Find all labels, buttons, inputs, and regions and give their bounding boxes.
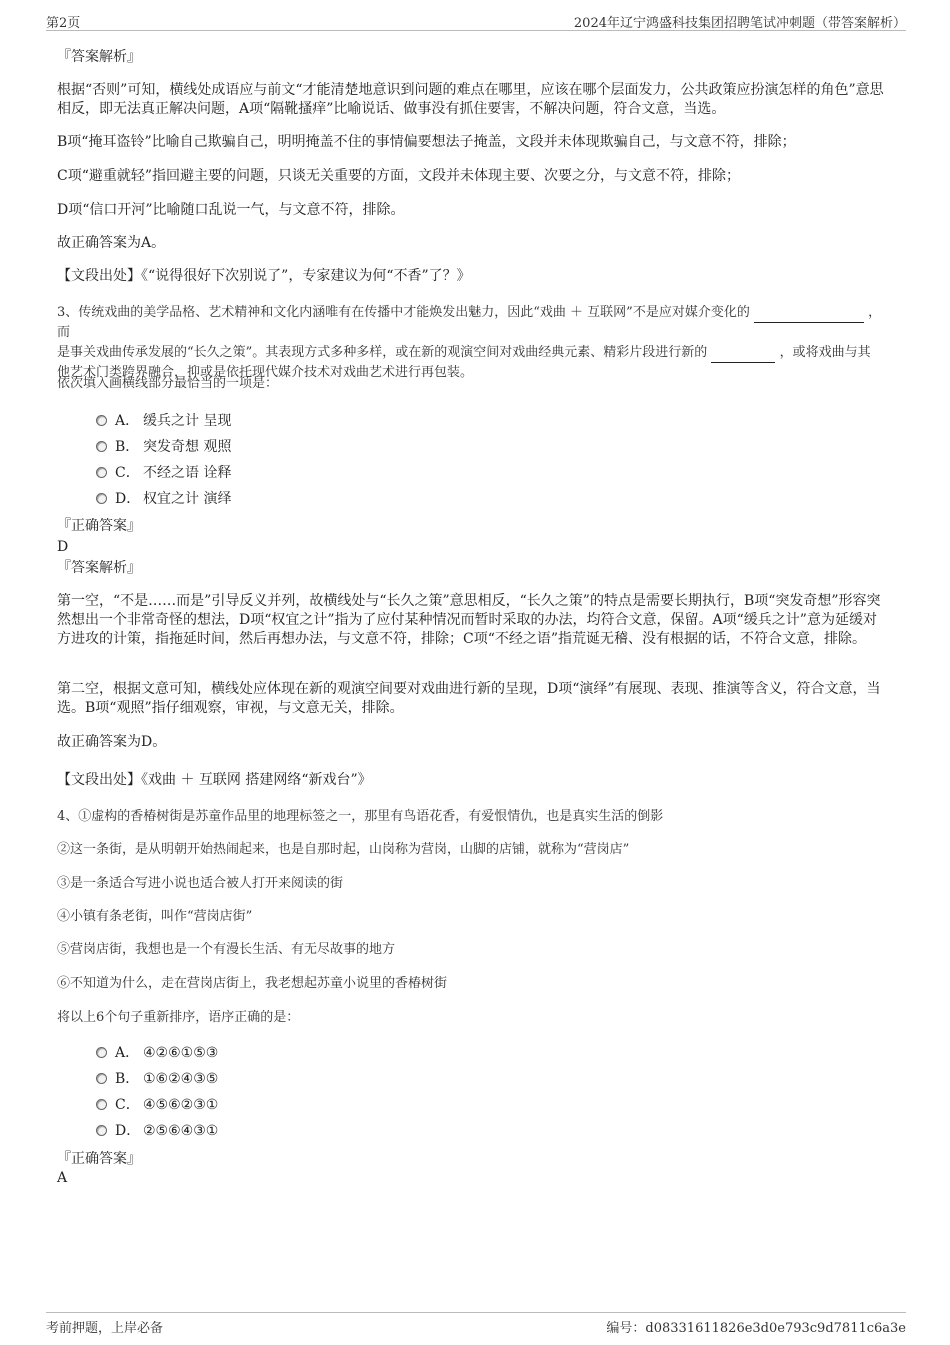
page-footer: [46, 1312, 906, 1335]
q3-source: 【文段出处】《戏曲 ＋ 互联网 搭建网络“新戏台”》: [57, 772, 372, 788]
q3-analysis-p2: 第二空，根据文意可知，横线处应体现在新的观演空间要对戏曲进行新的呈现，D项“演绎”有展现、表现、推演等含义，符合文意，当选。B项“观照”指仔细观察，审视，与文意无关，排除。: [57, 681, 881, 716]
q4-sentence-5: ⑤营岗店街，我想也是一个有漫长生活、有无尽故事的地方: [57, 942, 396, 957]
q4-answer-label: 『正确答案』: [57, 1151, 141, 1167]
radio-icon[interactable]: [96, 1073, 107, 1084]
q3-option-b[interactable]: B． 突发奇想 观照: [96, 437, 231, 457]
q4-sentence-6: ⑥不知道为什么，走在营岗店街上，我老想起苏童小说里的香椿树街: [57, 976, 448, 991]
q3-prompt: 依次填入画横线部分最恰当的一项是：: [57, 376, 279, 391]
radio-icon[interactable]: [96, 1047, 107, 1058]
radio-icon[interactable]: [96, 1125, 107, 1136]
q3-stem-part-c: 是事关戏曲传承发展的“长久之策”。其表现方式多种多样，或在新的观演空间对戏曲经典元素、精彩片段进行新的: [57, 345, 708, 360]
q3-stem-part-a: 3、传统戏曲的美学品格、艺术精神和文化内涵唯有在传播中才能焕发出魅力，因此“戏曲 ＋ 互联网”不是应对媒介变化的: [57, 305, 750, 320]
q2-analysis-p1: 根据“否则”可知，横线处成语应与前文“才能清楚地意识到问题的难点在哪里，应该在哪个层面发力，公共政策应扮演怎样的角色”意思相反，即无法真正解决问题，A项“隔靴搔痒”比喻说话、做事没有抓住要害，不解决问题，符合文意，当选。: [57, 82, 884, 117]
q4-sentence-3: ③是一条适合写进小说也适合被人打开来阅读的街: [57, 876, 344, 891]
q3-stem-part-b: ，而: [57, 305, 882, 340]
radio-icon[interactable]: [96, 467, 107, 478]
q4-sentence-4: ④小镇有条老街，叫作“营岗店街”: [57, 909, 253, 924]
q2-analysis-p4: D项“信口开河”比喻随口乱说一气，与文意不符，排除。: [57, 202, 405, 218]
q4-sentence-1: 4、①虚构的香椿树街是苏童作品里的地理标签之一，那里有鸟语花香，有爱恨情仇，也是真实生活的倒影: [57, 809, 664, 824]
document-title: 2024年辽宁鸿盛科技集团招聘笔试冲刺题（带答案解析）: [573, 16, 906, 31]
radio-icon[interactable]: [96, 1099, 107, 1110]
q3-analysis-label: 『答案解析』: [57, 560, 141, 576]
q4-option-b[interactable]: B． ①⑥②④③⑤: [96, 1069, 218, 1089]
q3-option-a[interactable]: A． 缓兵之计 呈现: [96, 411, 231, 431]
q3-conclusion: 故正确答案为D。: [57, 734, 167, 750]
q4-option-a[interactable]: A． ④②⑥①⑤③: [96, 1043, 218, 1063]
q3-stem: [57, 303, 889, 383]
radio-icon[interactable]: [96, 441, 107, 452]
q3-blank-1: [754, 309, 864, 323]
q4-option-d[interactable]: D． ②⑤⑥④③①: [96, 1121, 218, 1141]
q4-option-c[interactable]: C． ④⑤⑥②③①: [96, 1095, 218, 1115]
q2-conclusion: 故正确答案为A。: [57, 235, 166, 251]
q3-analysis-p1: 第一空，“不是……而是”引导反义并列，故横线处与“长久之策”意思相反，“长久之策”的特点是需要长期执行，B项“突发奇想”形容突然想出一个非常奇怪的想法，D项“权宜之计”指为了应付某种情况而暂时采取的办法，均符合文意，保留。A项“缓兵之计”意为延缓对方进攻的计策，指拖延时间，然后再想办法，与文意不符，排除；C项“不经之语”指荒诞无稽、没有根据的话，不符合文意，排除。: [57, 593, 881, 647]
q4-sentence-2: ②这一条街，是从明朝开始热闹起来，也是自那时起，山岗称为营岗，山脚的店铺，就称为“营岗店”: [57, 842, 630, 857]
q3-option-c[interactable]: C． 不经之语 诠释: [96, 463, 231, 483]
page-number: 第2页: [46, 16, 81, 31]
q4-answer: A: [57, 1170, 68, 1186]
q3-answer-label: 『正确答案』: [57, 518, 141, 534]
footer-slogan: 考前押题，上岸必备: [46, 1321, 164, 1336]
radio-icon[interactable]: [96, 415, 107, 426]
q2-analysis-p3: C项“避重就轻”指回避主要的问题，只谈无关重要的方面，文段并未体现主要、次要之分，与文意不符，排除；: [57, 168, 741, 184]
q2-source: 【文段出处】《“说得很好下次别说了”，专家建议为何“不香”了？》: [57, 268, 471, 284]
q3-answer: D: [57, 539, 69, 555]
footer-serial: 编号：d08331611826e3d0e793c9d7811c6a3e: [606, 1321, 906, 1336]
q3-blank-2: [711, 349, 775, 363]
q3-stem-part-e: 他艺术门类跨界融合，抑或是依托现代媒介技术对戏曲艺术进行再包装。: [57, 365, 474, 380]
q2-analysis-label: 『答案解析』: [57, 49, 141, 65]
q4-prompt: 将以上6个句子重新排序，语序正确的是：: [57, 1010, 300, 1025]
radio-icon[interactable]: [96, 493, 107, 504]
q3-stem-part-d: ，或将戏曲与其: [779, 345, 871, 360]
q3-option-d[interactable]: D． 权宜之计 演绎: [96, 489, 231, 509]
page-header: [46, 10, 906, 31]
q2-analysis-p2: B项“掩耳盗铃”比喻自己欺骗自己，明明掩盖不住的事情偏要想法子掩盖，文段并未体现欺骗自己，与文意不符，排除；: [57, 134, 796, 150]
